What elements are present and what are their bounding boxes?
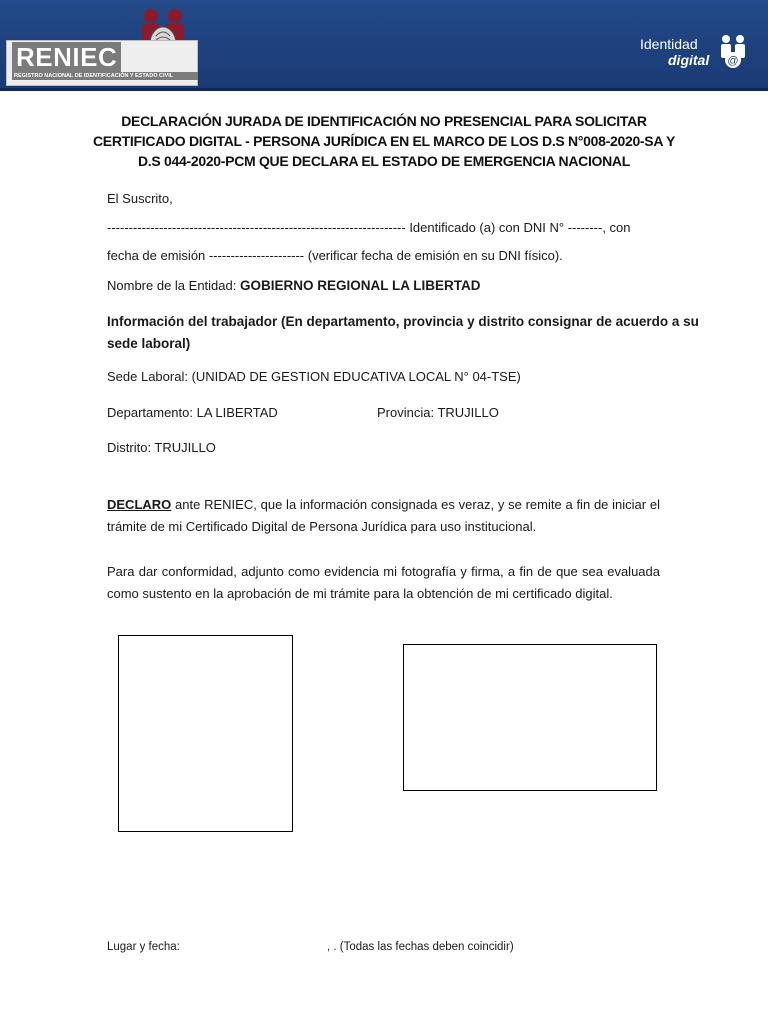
suscrito-label: El Suscrito, [107,191,173,206]
svg-text:@: @ [727,55,739,67]
declaro-paragraph [107,494,660,538]
reniec-logo [6,4,198,84]
declaro-word: DECLARO [107,497,172,512]
entidad-value: GOBIERNO REGIONAL LA LIBERTAD [239,278,481,293]
signature-box[interactable] [403,644,657,791]
distrito: Distrito: TRUJILLO [107,440,216,455]
fechas-note: , . (Todas las fechas deben coincidir) [327,941,514,953]
entidad-line [107,277,480,295]
reniec-wordmark: RENIEC [12,42,121,73]
entidad-label: Nombre de la Entidad: [107,278,240,293]
departamento: Departamento: LA LIBERTAD [107,405,278,420]
header-banner [0,0,768,91]
dni-line: --------------------------------------------------------------------- Identificado (a) con DNI N° --------, con [107,220,631,235]
title-line-3: D.S 044-2020-PCM QUE DECLARA EL ESTADO DE EMERGENCIA NACIONAL [138,153,630,169]
document-title [90,111,678,171]
title-line-2: CERTIFICADO DIGITAL - PERSONA JURÍDICA EN EL MARCO DE LOS D.S N°008-2020-SA Y [93,133,675,149]
digital-word: digital [668,52,710,68]
lugar-fecha-label: Lugar y fecha: [107,941,180,953]
provincia: Provincia: TRUJILLO [377,405,499,420]
user-at-icon [718,34,748,70]
identidad-digital-logo [640,36,760,76]
emision-line: fecha de emisión ---------------------- (verificar fecha de emisión en su DNI físico). [107,248,563,263]
reniec-subtitle: REGISTRO NACIONAL DE IDENTIFICACIÓN Y ESTADO CIVIL [12,72,198,80]
declaro-text: ante RENIEC, que la información consignada es veraz, y se remite a fin de iniciar el trámite de mi Certificado Digital de Persona Jurídica para uso institucional. [107,497,660,534]
identidad-word: Identidad [640,36,698,52]
info-trabajador-line-1: Información del trabajador (En departamento, provincia y distrito consignar de acuerdo a su [107,314,699,329]
photo-box[interactable] [118,635,293,832]
info-trabajador-line-2: sede laboral) [107,336,191,351]
sede-laboral: Sede Laboral: (UNIDAD DE GESTION EDUCATIVA LOCAL N° 04-TSE) [107,369,521,384]
title-line-1: DECLARACIÓN JURADA DE IDENTIFICACIÓN NO PRESENCIAL PARA SOLICITAR [121,113,647,129]
conformidad-paragraph: Para dar conformidad, adjunto como evidencia mi fotografía y firma, a fin de que sea evaluada como sustento en la aprobación de mi trámite para la obtención de mi certificado digital. [107,564,660,601]
